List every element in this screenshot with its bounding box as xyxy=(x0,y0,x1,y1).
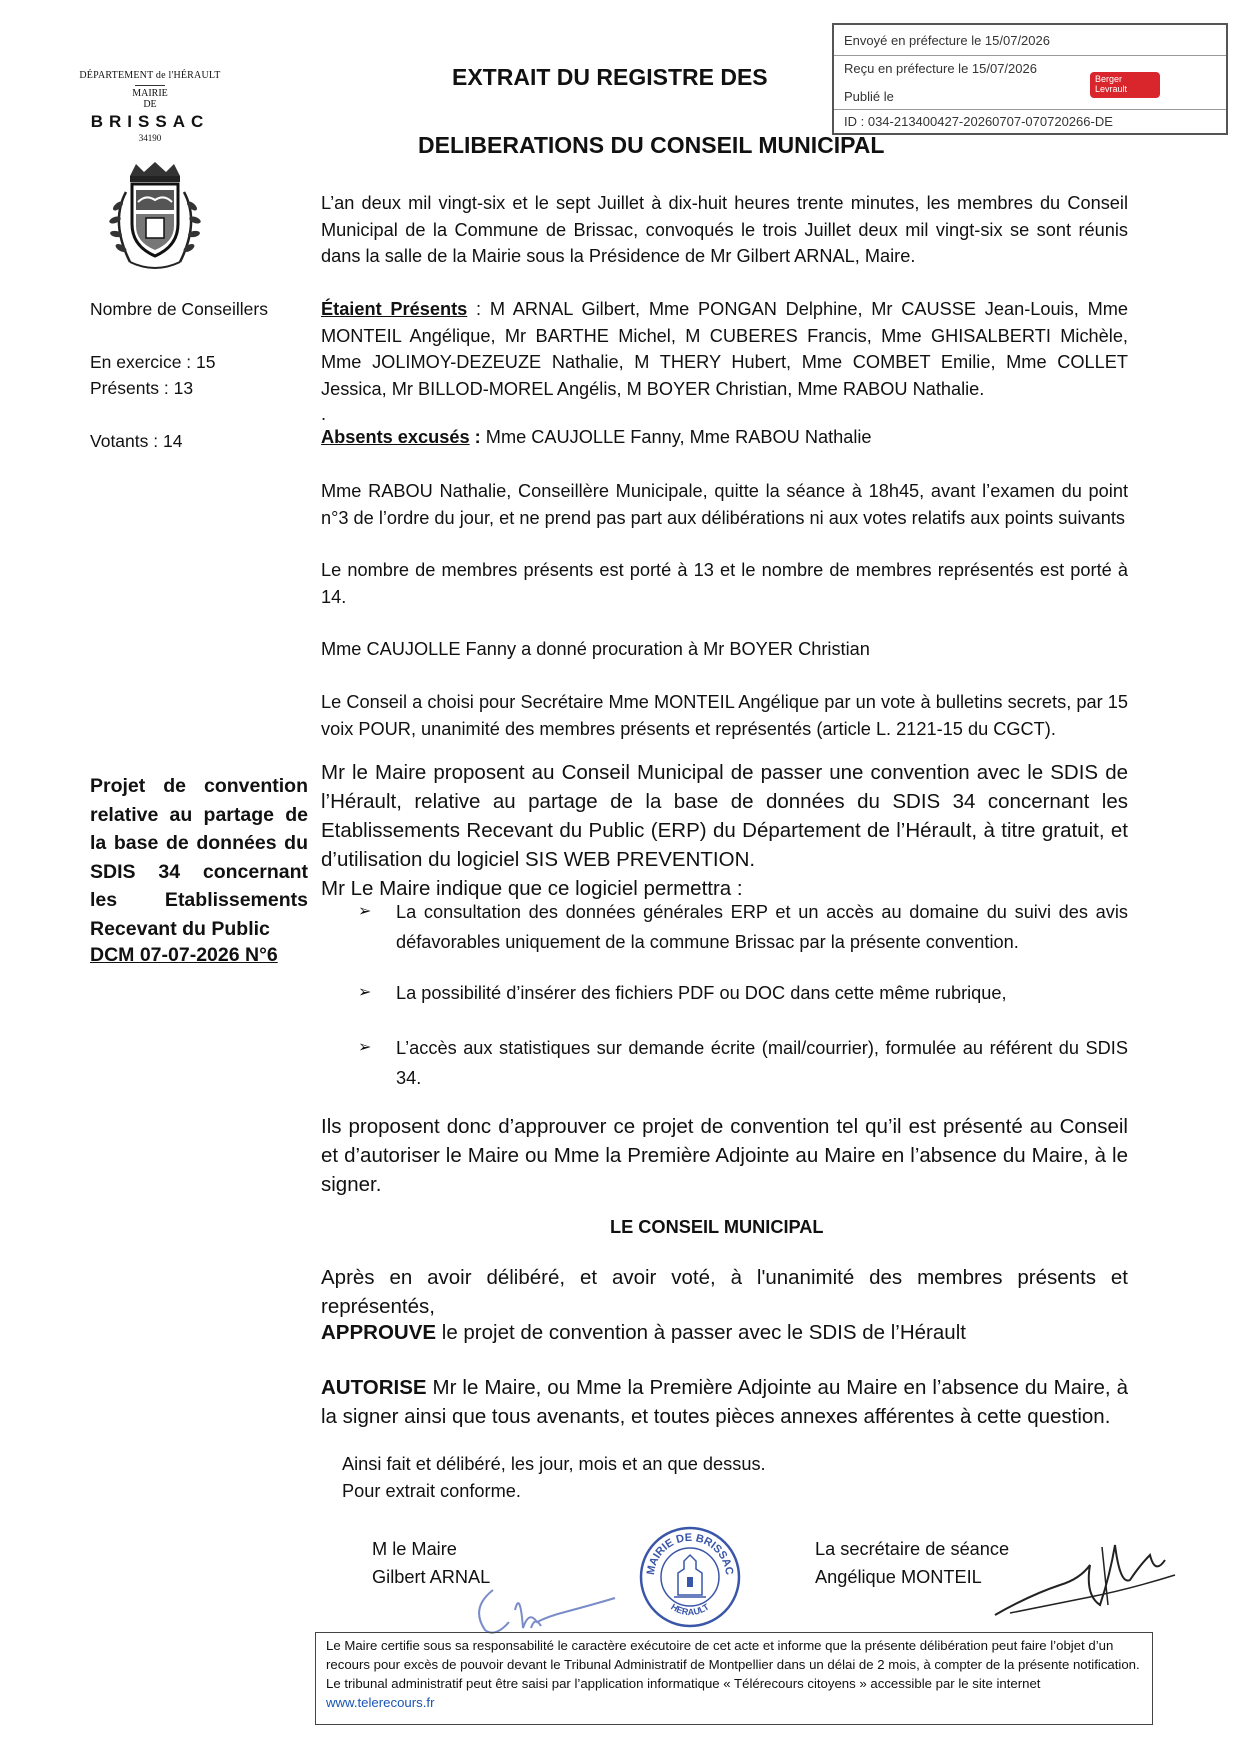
apres-deliberation-paragraph: Après en avoir délibéré, et avoir voté, à l'unanimité des membres présents et représentés, xyxy=(321,1266,1128,1318)
arrow-bullet-icon: ➢ xyxy=(358,984,372,1001)
seal-top-text: MAIRIE DE BRISSAC xyxy=(644,1531,736,1576)
ainsi-fait-line: Ainsi fait et délibéré, les jour, mois et an que dessus. xyxy=(342,1454,766,1474)
legal-notice-box xyxy=(315,1632,1153,1725)
nombre-conseillers-label: Nombre de Conseillers xyxy=(90,299,268,319)
document-title-line1: EXTRAIT DU REGISTRE DES xyxy=(452,64,768,90)
seal-bottom-text: HERAULT xyxy=(669,1601,711,1618)
approuve-paragraph xyxy=(321,1318,1128,1347)
document-title-line2: DELIBERATIONS DU CONSEIL MUNICIPAL xyxy=(418,132,885,158)
secretaire-signature-block xyxy=(815,1535,1009,1591)
absents-list: Mme CAUJOLLE Fanny, Mme RABOU Nathalie xyxy=(480,427,872,447)
dot-line: . xyxy=(321,404,327,424)
dcm-reference: DCM 07-07-2026 N°6 xyxy=(90,944,278,966)
secretaire-name: Angélique MONTEIL xyxy=(815,1567,982,1587)
stamp-publie: Publié le xyxy=(844,89,894,104)
proposent-paragraph: Ils proposent donc d’approuver ce projet de convention tel qu’il est présenté au Conseil et d’autoriser le Maire ou Mme la Première Adjointe au Maire en l’absence du Maire, à le signer. xyxy=(321,1115,1128,1196)
subject-line: les Etablissements xyxy=(90,889,308,912)
autorise-text: Mr le Maire, ou Mme la Première Adjointe au Maire en l’absence du Maire, à la signer ainsi que tous avenants, et toutes pièces annexes afférentes à cette question. xyxy=(321,1376,1128,1428)
absents-colon: : xyxy=(469,427,481,447)
bullet-item xyxy=(358,897,1128,957)
extrait-conforme-line: Pour extrait conforme. xyxy=(342,1481,521,1501)
deliberation-subject xyxy=(90,772,308,944)
bullet-text: L’accès aux statistiques sur demande écrite (mail/courrier), formulée au référent du SDIS 34. xyxy=(396,1038,1128,1088)
mairie-de-label: DE xyxy=(143,99,157,110)
absents-paragraph xyxy=(321,424,1128,451)
subject-line: la base de données du xyxy=(90,832,308,855)
stamp-separator xyxy=(834,109,1226,110)
logo-line2: Levrault xyxy=(1095,84,1128,94)
postal-code: 34190 xyxy=(138,133,162,143)
secretaire-handwritten-signature xyxy=(990,1535,1180,1625)
presents-label: Étaient Présents xyxy=(321,299,468,319)
votants-count: Votants : 14 xyxy=(90,431,183,451)
maire-title: M le Maire xyxy=(372,1539,457,1559)
maire-proposal-paragraph: Mr le Maire proposent au Conseil Municipal de passer une convention avec le SDIS de l’Hérault, relative au partage de la base de données du SDIS 34 concernant les Etablissements Recevant du Public (ERP) du Département de l’Hérault, à titre gratuit, et d’utilisation du logiciel SIS WEB PREVENTION. xyxy=(321,761,1128,871)
subject-line: relative au partage de xyxy=(90,803,308,826)
bullet-text: La consultation des données générales ERP et un accès au domaine du suivi des avis défavorables uniquement de la commune Brissac par la présente convention. xyxy=(396,902,1128,952)
telerecours-link[interactable]: www.telerecours.fr xyxy=(326,1695,435,1710)
presents-paragraph xyxy=(321,296,1128,402)
secretaire-title: La secrétaire de séance xyxy=(815,1539,1010,1559)
prefecture-stamp xyxy=(832,23,1228,135)
subject-line: Recevant du Public xyxy=(90,917,270,940)
bullet-item xyxy=(358,978,1128,1008)
bullet-text: La possibilité d’insérer des fichiers PDF ou DOC dans cette même rubrique, xyxy=(396,983,1007,1003)
autorise-paragraph xyxy=(321,1373,1128,1431)
header-rule xyxy=(135,85,165,86)
conseil-heading: LE CONSEIL MUNICIPAL xyxy=(610,1217,824,1237)
rabou-departure-paragraph: Mme RABOU Nathalie, Conseillère Municipale, quitte la séance à 18h45, avant l’examen du point n°3 de l’ordre du jour, et ne prend pas part aux délibérations ni aux votes relatifs aux points suivants xyxy=(321,481,1128,528)
bullet-item xyxy=(358,1033,1128,1093)
absents-label: Absents excusés xyxy=(321,427,470,447)
stamp-recu: Reçu en préfecture le 15/07/2026 xyxy=(844,61,1037,76)
presents-count: Présents : 13 xyxy=(90,378,194,398)
stamp-envoye: Envoyé en préfecture le 15/07/2026 xyxy=(844,33,1050,48)
members-count-paragraph: Le nombre de membres présents est porté à 13 et le nombre de membres représentés est porté à 14. xyxy=(321,560,1128,607)
commune-name: BRISSAC xyxy=(90,112,210,131)
subject-line: Projet de convention xyxy=(90,775,308,797)
stamp-separator xyxy=(834,55,1226,56)
stamp-id: ID : 034-213400427-20260707-070720266-DE xyxy=(844,114,1113,129)
svg-text:HERAULT xyxy=(669,1601,711,1617)
mairie-seal-icon xyxy=(638,1525,742,1629)
maire-handwritten-signature xyxy=(465,1570,635,1640)
logo-line1: Berger xyxy=(1095,74,1123,84)
mairie-label: MAIRIE xyxy=(132,88,168,99)
secretaire-paragraph: Le Conseil a choisi pour Secrétaire Mme MONTEIL Angélique par un vote à bulletins secrets, par 15 voix POUR, unanimité des membres présents et représentés (article L. 2121-15 du CGCT). xyxy=(321,692,1128,739)
subject-line: SDIS 34 concernant xyxy=(90,860,308,883)
coat-of-arms-icon xyxy=(100,162,210,280)
en-exercice-count: En exercice : 15 xyxy=(90,352,216,372)
approuve-text: le projet de convention à passer avec le SDIS de l’Hérault xyxy=(436,1321,966,1344)
procuration-paragraph: Mme CAUJOLLE Fanny a donné procuration à Mr BOYER Christian xyxy=(321,639,870,659)
commune-header xyxy=(70,70,230,143)
legal-notice-text: Le Maire certifie sous sa responsabilité le caractère exécutoire de cet acte et informe que la présente délibération peut faire l’objet d’un recours pour excès de pouvoir devant le Tribunal Administratif de Montpellier dans un délai de 2 mois, à compter de la présente notification. Le tribunal administratif peut être saisi par l’application informatique « Télérecours citoyens » accessible par le site internet xyxy=(326,1638,1140,1691)
arrow-bullet-icon: ➢ xyxy=(358,1039,372,1056)
presents-list: : M ARNAL Gilbert, Mme PONGAN Delphine, Mr CAUSSE Jean-Louis, Mme MONTEIL Angélique, Mr BARTHE Michel, M CUBERES Francis, Mme GHISALBERTI Michèle, Mme JOLIMOY-DEZEUZE Nathalie, M THERY Hubert, Mme COMBET Emilie, Mme COLLET Jessica, Mr BILLOD-MOREL Angélis, M BOYER Christian, Mme RABOU Nathalie. xyxy=(321,299,1129,399)
berger-levrault-logo xyxy=(1090,72,1160,98)
intro-paragraph: L’an deux mil vingt-six et le sept Juillet à dix-huit heures trente minutes, les membres du Conseil Municipal de la Commune de Brissac, convoqués le trois Juillet deux mil vingt-six se sont réunis dans la salle de la Mairie sous la Présidence de Mr Gilbert ARNAL, Maire. xyxy=(321,193,1128,266)
departement-label: DÉPARTEMENT de l'HÉRAULT xyxy=(79,70,221,81)
autorise-label: AUTORISE xyxy=(321,1376,427,1399)
approuve-label: APPROUVE xyxy=(321,1321,437,1344)
maire-indique-line: Mr Le Maire indique que ce logiciel permettra : xyxy=(321,877,743,900)
arrow-bullet-icon: ➢ xyxy=(358,903,372,920)
maire-name: Gilbert ARNAL xyxy=(372,1567,491,1587)
